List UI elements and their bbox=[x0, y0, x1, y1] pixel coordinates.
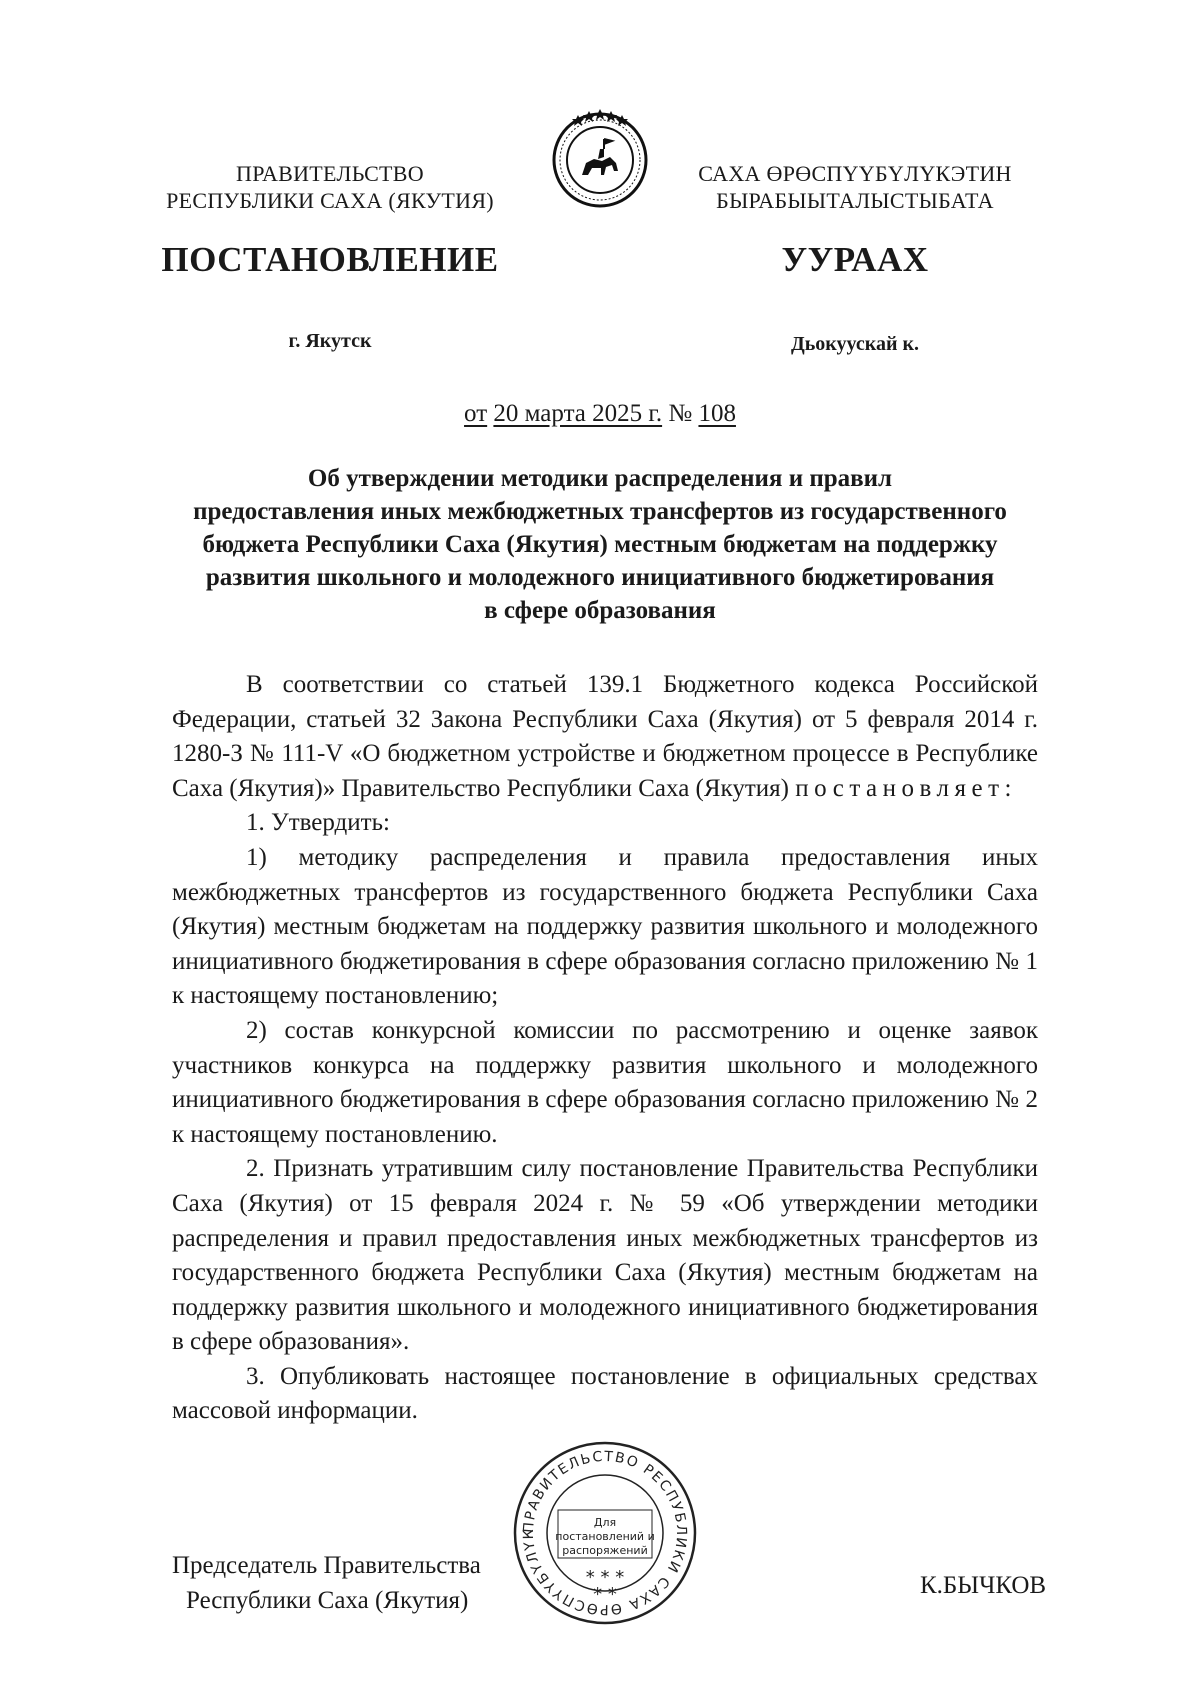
header-left bbox=[150, 160, 510, 214]
city-sakha: Дьокуускай к. bbox=[790, 333, 920, 355]
preamble-paragraph bbox=[172, 668, 1038, 806]
header-right bbox=[680, 160, 1030, 214]
subject-line-2: предоставления иных межбюджетных трансфертов из государственного bbox=[193, 498, 1007, 525]
stamp-center-line3: распоряжений bbox=[562, 1544, 648, 1557]
item-2: 2. Признать утратившим силу постановление Правительства Республики Саха (Якутия) от 15 февраля 2024 г. № 59 «Об утверждении методики распределения и правил предоставления иных межбюджетных трансфертов из государственного бюджета Республики Саха (Якутия) местным бюджетам на поддержку развития школьного и молодежного инициативного бюджетирования в сфере образования». bbox=[172, 1155, 1038, 1356]
stamp-center-line1: Для bbox=[593, 1516, 617, 1529]
resolves-word: постановляет: bbox=[795, 774, 1017, 802]
subject-line-3: бюджета Республики Саха (Якутия) местным бюджетам на поддержку bbox=[202, 531, 998, 558]
subject-line-1: Об утверждении методики распределения и правил bbox=[307, 465, 893, 492]
document-subject bbox=[160, 462, 1040, 627]
stamp-center-line2: постановлений и bbox=[555, 1530, 655, 1543]
coat-of-arms-icon bbox=[548, 105, 652, 209]
government-name-ru-line2: РЕСПУБЛИКИ САХА (ЯКУТИЯ) bbox=[166, 188, 494, 213]
date-line bbox=[0, 400, 1200, 428]
document-body bbox=[172, 668, 1038, 1429]
date-prefix: от bbox=[464, 400, 488, 427]
date-value: 20 марта 2025 г. bbox=[493, 400, 663, 427]
subject-line-5: в сфере образования bbox=[484, 597, 716, 624]
item-1-2: 2) состав конкурсной комиссии по рассмотрению и оценке заявок участников конкурса на поддержку развития школьного и молодежного инициативного бюджетирования в сфере образования согласно приложению № 2 к настоящему постановлению. bbox=[172, 1016, 1038, 1148]
government-name-sakha-line1: САХА ӨРӨСПҮҮБҮЛҮКЭТИН bbox=[698, 161, 1012, 186]
stamp-stars-lower: * * bbox=[593, 1584, 617, 1605]
coat-of-arms-emblem bbox=[548, 105, 652, 209]
item-1: 1. Утвердить: bbox=[246, 809, 390, 837]
subject-line-4: развития школьного и молодежного инициативного бюджетирования bbox=[205, 564, 995, 591]
document-number: 108 bbox=[698, 400, 736, 427]
government-name-ru-line1: ПРАВИТЕЛЬСТВО bbox=[236, 161, 424, 186]
government-name-sakha-line2: БЫРАБЫЫТАЛЫСТЫБАТА bbox=[716, 188, 994, 213]
number-sign: № bbox=[668, 400, 693, 427]
stamp-stars: * * * bbox=[585, 1567, 625, 1588]
city-ru: г. Якутск bbox=[288, 330, 372, 352]
preamble-text: В соответствии со статьей 139.1 Бюджетного кодекса Российской Федерации, статьей 32 Закона Республики Саха (Якутия) от 5 февраля 2014 г. 1280-З № 111-V «О бюджетном устройстве и бюджетном процессе в Республике Саха (Якутия)» Правительство Республики Саха (Якутия) bbox=[172, 671, 1038, 802]
official-stamp bbox=[510, 1438, 700, 1628]
signature-position-line2: Республики Саха (Якутия) bbox=[186, 1587, 469, 1614]
signature-position-line1: Председатель Правительства bbox=[172, 1552, 481, 1579]
signature-position bbox=[172, 1548, 552, 1618]
doc-type-ru: ПОСТАНОВЛЕНИЕ bbox=[161, 240, 499, 279]
stamp-ring-text: ПРАВИТЕЛЬСТВО РЕСПУБЛИКИ САХА ӨРӨСПҮҮБҮЛҮК bbox=[520, 1448, 690, 1618]
item-3: 3. Опубликовать настоящее постановление в официальных средствах массовой информации. bbox=[172, 1362, 1038, 1425]
item-1-1: 1) методику распределения и правила предоставления иных межбюджетных трансфертов из государственного бюджета Республики Саха (Якутия) местным бюджетам на поддержку развития школьного и молодежного инициативного бюджетирования в сфере образования согласно приложению № 1 к настоящему постановлению; bbox=[172, 843, 1038, 1010]
doc-type-sakha: УУРААХ bbox=[781, 240, 929, 279]
stamp-seal-icon bbox=[510, 1438, 700, 1628]
signatory-name: К.БЫЧКОВ bbox=[920, 1572, 1047, 1599]
